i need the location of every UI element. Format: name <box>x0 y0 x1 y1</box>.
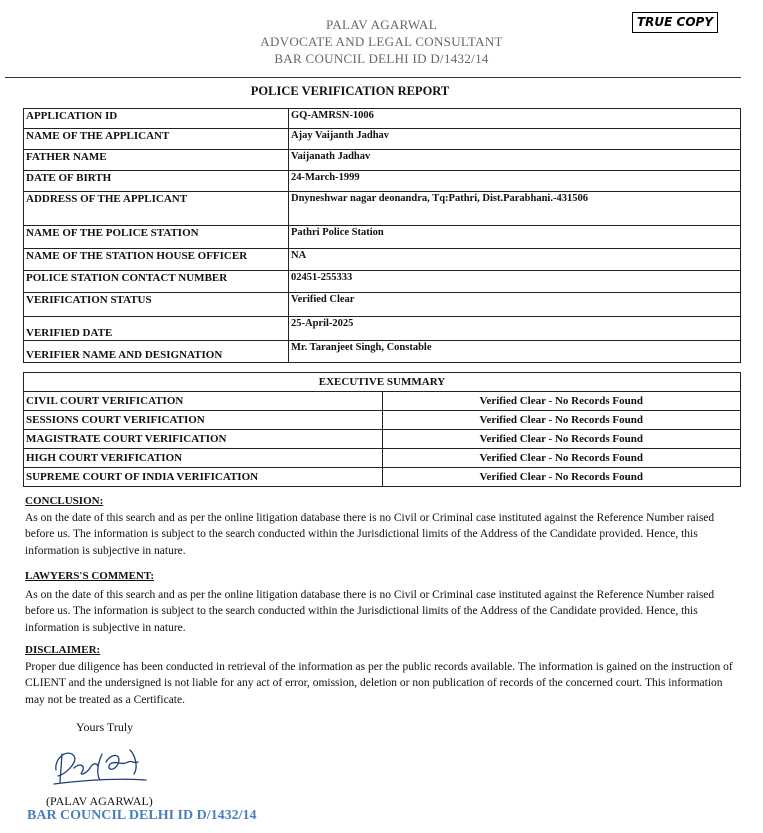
summary-value: Verified Clear - No Records Found <box>382 411 741 430</box>
report-title-text: POLICE VERIFICATION REPORT <box>250 84 450 98</box>
detail-value: 24-March-1999 <box>289 171 741 192</box>
disclaimer-section <box>25 642 737 708</box>
letterhead-title: ADVOCATE AND LEGAL CONSULTANT <box>260 34 503 49</box>
detail-value: NA <box>289 249 741 271</box>
report-title <box>0 84 700 99</box>
detail-label: VERIFIED DATE <box>24 317 289 341</box>
disclaimer-text: Proper due diligence has been conducted in retrieval of the information as per the public records available. The information is gained on the instruction of CLIENT and the undersigned is not liable for any act of error, omission, deletion or non publication of records of the concerned court. This information may not be treated as a Certificate. <box>25 660 733 706</box>
summary-label: HIGH COURT VERIFICATION <box>24 449 383 468</box>
summary-value: Verified Clear - No Records Found <box>382 468 741 487</box>
lawyers-comment-heading: LAWYERS'S COMMENT: <box>25 570 155 582</box>
signature-icon <box>46 740 156 795</box>
detail-label: VERIFIER NAME AND DESIGNATION <box>24 341 289 363</box>
detail-value: 02451-255333 <box>289 271 741 293</box>
summary-value: Verified Clear - No Records Found <box>382 449 741 468</box>
lawyers-comment-text: As on the date of this search and as per the online litigation database there is no Civil or Criminal case instituted against the Reference Number raised before us. The information is subject to the search conducted within the Jurisdictional limits of the Address of the Candidate provided. Hence, this information is subjective in nature. <box>25 588 715 634</box>
conclusion-text: As on the date of this search and as per the online litigation database there is no Civil or Criminal case instituted against the Reference Number raised before us. The information is subject to the search conducted within the Jurisdictional limits of the Address of the Candidate provided. Hence, this information is subjective in nature. <box>25 511 715 557</box>
summary-value: Verified Clear - No Records Found <box>382 430 741 449</box>
detail-label: ADDRESS OF THE APPLICANT <box>24 192 289 226</box>
summary-label: SUPREME COURT OF INDIA VERIFICATION <box>24 468 383 487</box>
detail-label: VERIFICATION STATUS <box>24 293 289 317</box>
detail-label: NAME OF THE APPLICANT <box>24 129 289 150</box>
signatory-name: (PALAV AGARWAL) <box>46 794 153 808</box>
details-table <box>23 108 741 363</box>
summary-value: Verified Clear - No Records Found <box>382 392 741 411</box>
detail-label: NAME OF THE POLICE STATION <box>24 226 289 249</box>
footer-bar-id: BAR COUNCIL DELHI ID D/1432/14 <box>27 808 257 823</box>
summary-heading: EXECUTIVE SUMMARY <box>24 373 741 392</box>
detail-value: Dnyneshwar nagar deonandra, Tq:Pathri, Dist.Parabhani.-431506 <box>289 192 741 226</box>
header-divider <box>5 77 741 78</box>
summary-label: CIVIL COURT VERIFICATION <box>24 392 383 411</box>
detail-value: Vaijanath Jadhav <box>289 150 741 171</box>
detail-value: Ajay Vaijanth Jadhav <box>289 129 741 150</box>
conclusion-section <box>25 493 737 559</box>
detail-label: APPLICATION ID <box>24 109 289 129</box>
detail-value: GQ-AMRSN-1006 <box>289 109 741 129</box>
detail-value: Pathri Police Station <box>289 226 741 249</box>
detail-label: NAME OF THE STATION HOUSE OFFICER <box>24 249 289 271</box>
letterhead-name: PALAV AGARWAL <box>326 17 437 32</box>
lawyers-comment-section <box>25 568 737 636</box>
detail-value: Verified Clear <box>289 293 741 317</box>
detail-value: 25-April-2025 <box>289 317 741 341</box>
executive-summary-table <box>23 372 741 487</box>
true-copy-stamp: TRUE COPY <box>632 12 718 33</box>
conclusion-heading: CONCLUSION: <box>25 495 104 507</box>
disclaimer-heading: DISCLAIMER: <box>25 644 101 656</box>
detail-label: FATHER NAME <box>24 150 289 171</box>
summary-label: MAGISTRATE COURT VERIFICATION <box>24 430 383 449</box>
closing-text: Yours Truly <box>76 720 134 734</box>
detail-label: DATE OF BIRTH <box>24 171 289 192</box>
letterhead-bar-id: BAR COUNCIL DELHI ID D/1432/14 <box>274 51 489 66</box>
summary-label: SESSIONS COURT VERIFICATION <box>24 411 383 430</box>
detail-value: Mr. Taranjeet Singh, Constable <box>289 341 741 363</box>
detail-label: POLICE STATION CONTACT NUMBER <box>24 271 289 293</box>
